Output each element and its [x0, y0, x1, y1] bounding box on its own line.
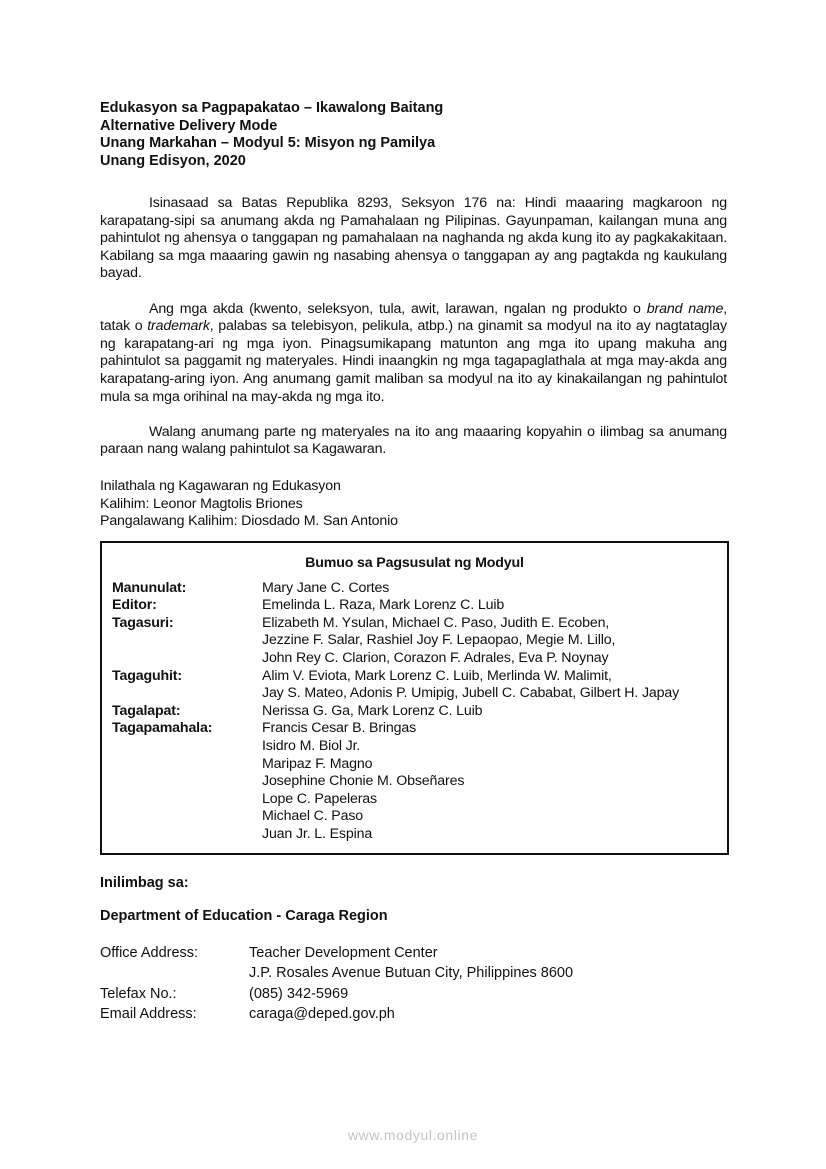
- credit-role: Tagapamahala:: [112, 720, 213, 737]
- credit-name: Jezzine F. Salar, Rashiel Joy F. Lepaopao, Megie M. Lillo,: [262, 632, 616, 649]
- paragraph-text: Ang mga akda (kwento, seleksyon, tula, awit, larawan, ngalan ng produkto o: [149, 300, 647, 317]
- credit-name: Juan Jr. L. Espina: [262, 826, 373, 842]
- contact-row-telefax: [100, 984, 727, 1005]
- contact-label: Telefax No.:: [100, 985, 177, 1002]
- credit-name: Mary Jane C. Cortes: [262, 579, 390, 596]
- module-title-block: [100, 100, 727, 170]
- credit-role: Tagasuri:: [112, 614, 174, 631]
- credit-role: Tagalapat:: [112, 702, 181, 719]
- delivery-mode: Alternative Delivery Mode: [100, 117, 278, 134]
- credit-row-illustrator: [112, 668, 717, 703]
- contact-values: [249, 984, 348, 1005]
- paragraph-text: , palabas sa telebisyon, pelikula, atbp.) na ginamit sa modyul na ito ay nagtataglay ng karapatang-ari ng mga iyon. Pinagsumikapang matunton ang mga ito upang makuha ang pahintulot sa paggamit ng materyales. Hindi inaangkin ng mga tagapaglathala at mga may-akda ang karapatang-aring iyon. Ang anumang gamit maliban sa modyul na ito ay kinakailangan ng pahintulot mula sa mga orihinal na may-akda ng mga ito.: [100, 318, 727, 405]
- credit-row-management: [112, 720, 717, 843]
- credit-names: [262, 580, 717, 598]
- contact-label: Email Address:: [100, 1006, 197, 1023]
- credit-names: [262, 597, 717, 615]
- contact-value: Teacher Development Center: [249, 944, 438, 961]
- email-value: caraga@deped.gov.ph: [249, 1006, 395, 1023]
- contact-row-email: [100, 1004, 727, 1025]
- credit-name: Josephine Chonie M. Obseñares: [262, 773, 465, 790]
- organization-name: Department of Education - Caraga Region: [100, 907, 388, 924]
- credit-row-editor: [112, 597, 717, 615]
- publisher-info: [100, 478, 727, 531]
- italic-term-brand-name: brand name: [646, 300, 724, 317]
- credit-names: [262, 615, 717, 668]
- contact-row-office-address: [100, 943, 727, 984]
- credits-box: [100, 541, 729, 855]
- credit-name: Isidro M. Biol Jr.: [262, 738, 361, 755]
- credit-role: Manunulat:: [112, 579, 187, 596]
- credit-name: John Rey C. Clarion, Corazon F. Adrales, Eva P. Noynay: [262, 650, 609, 667]
- credit-name: Alim V. Eviota, Mark Lorenz C. Luib, Merlinda W. Malimit,: [262, 667, 612, 684]
- credit-name: Lope C. Papeleras: [262, 790, 377, 807]
- subject-title: Edukasyon sa Pagpapakatao – Ikawalong Baitang: [100, 100, 444, 116]
- credit-names: [262, 703, 717, 721]
- paragraph-text: , tatak o: [100, 300, 727, 335]
- credit-row-layout-artist: [112, 703, 717, 721]
- credits-title: Bumuo sa Pagsusulat ng Modyul: [305, 554, 524, 571]
- watermark: www.modyul.online: [347, 1127, 479, 1143]
- credit-name: Nerissa G. Ga, Mark Lorenz C. Luib: [262, 702, 483, 719]
- printed-by-label: Inilimbag sa:: [100, 874, 189, 891]
- credit-name: Emelinda L. Raza, Mark Lorenz C. Luib: [262, 597, 505, 614]
- secretary: Kalihim: Leonor Magtolis Briones: [100, 495, 303, 512]
- contact-value: (085) 342-5969: [249, 985, 349, 1002]
- contact-info: [100, 943, 727, 1025]
- credit-name: Francis Cesar B. Bringas: [262, 720, 417, 737]
- contact-label: Office Address:: [100, 944, 199, 961]
- italic-term-trademark: trademark: [147, 318, 210, 335]
- copyright-paragraph-1: Isinasaad sa Batas Republika 8293, Seksyon 176 na: Hindi maaaring magkaroon ng karapatang-sipi sa anumang akda ng Pamahalaan ng Pilipinas. Gayunpaman, kailangan muna ang pahintulot ng ahensya o tanggapan ng pamahalaan na naghanda ng akda kung ito ay pagkakakitaan. Kabilang sa mga maaaring gawin ng nasabing ahensya o tanggapan ay ang pagtakda ng kaukulang bayad.: [100, 195, 727, 282]
- credit-row-writer: [112, 580, 717, 598]
- module-name: Unang Markahan – Modyul 5: Misyon ng Pamilya: [100, 135, 436, 151]
- published-by: Inilathala ng Kagawaran ng Edukasyon: [100, 477, 341, 494]
- contact-value: J.P. Rosales Avenue Butuan City, Philippines 8600: [249, 965, 574, 982]
- credit-role: Tagaguhit:: [112, 667, 182, 684]
- copyright-paragraph-2: [100, 301, 727, 407]
- credit-name: Jay S. Mateo, Adonis P. Umipig, Jubell C. Cababat, Gilbert H. Japay: [262, 685, 680, 702]
- edition: Unang Edisyon, 2020: [100, 152, 246, 169]
- credit-names: [262, 668, 717, 703]
- credit-names: [262, 720, 717, 843]
- copyright-paragraph-3: Walang anumang parte ng materyales na ito ang maaaring kopyahin o ilimbag sa anumang paraan nang walang pahintulot sa Kagawaran.: [100, 423, 727, 458]
- credit-name: Michael C. Paso: [262, 808, 364, 825]
- contact-values: [249, 943, 573, 984]
- credit-role: Editor:: [112, 597, 157, 614]
- undersecretary: Pangalawang Kalihim: Diosdado M. San Antonio: [100, 513, 398, 530]
- document-page: [100, 100, 727, 1025]
- credit-name: Elizabeth M. Ysulan, Michael C. Paso, Judith E. Ecoben,: [262, 614, 610, 631]
- credit-row-reviewer: [112, 615, 717, 668]
- contact-values: [249, 1004, 395, 1025]
- credit-name: Maripaz F. Magno: [262, 755, 373, 772]
